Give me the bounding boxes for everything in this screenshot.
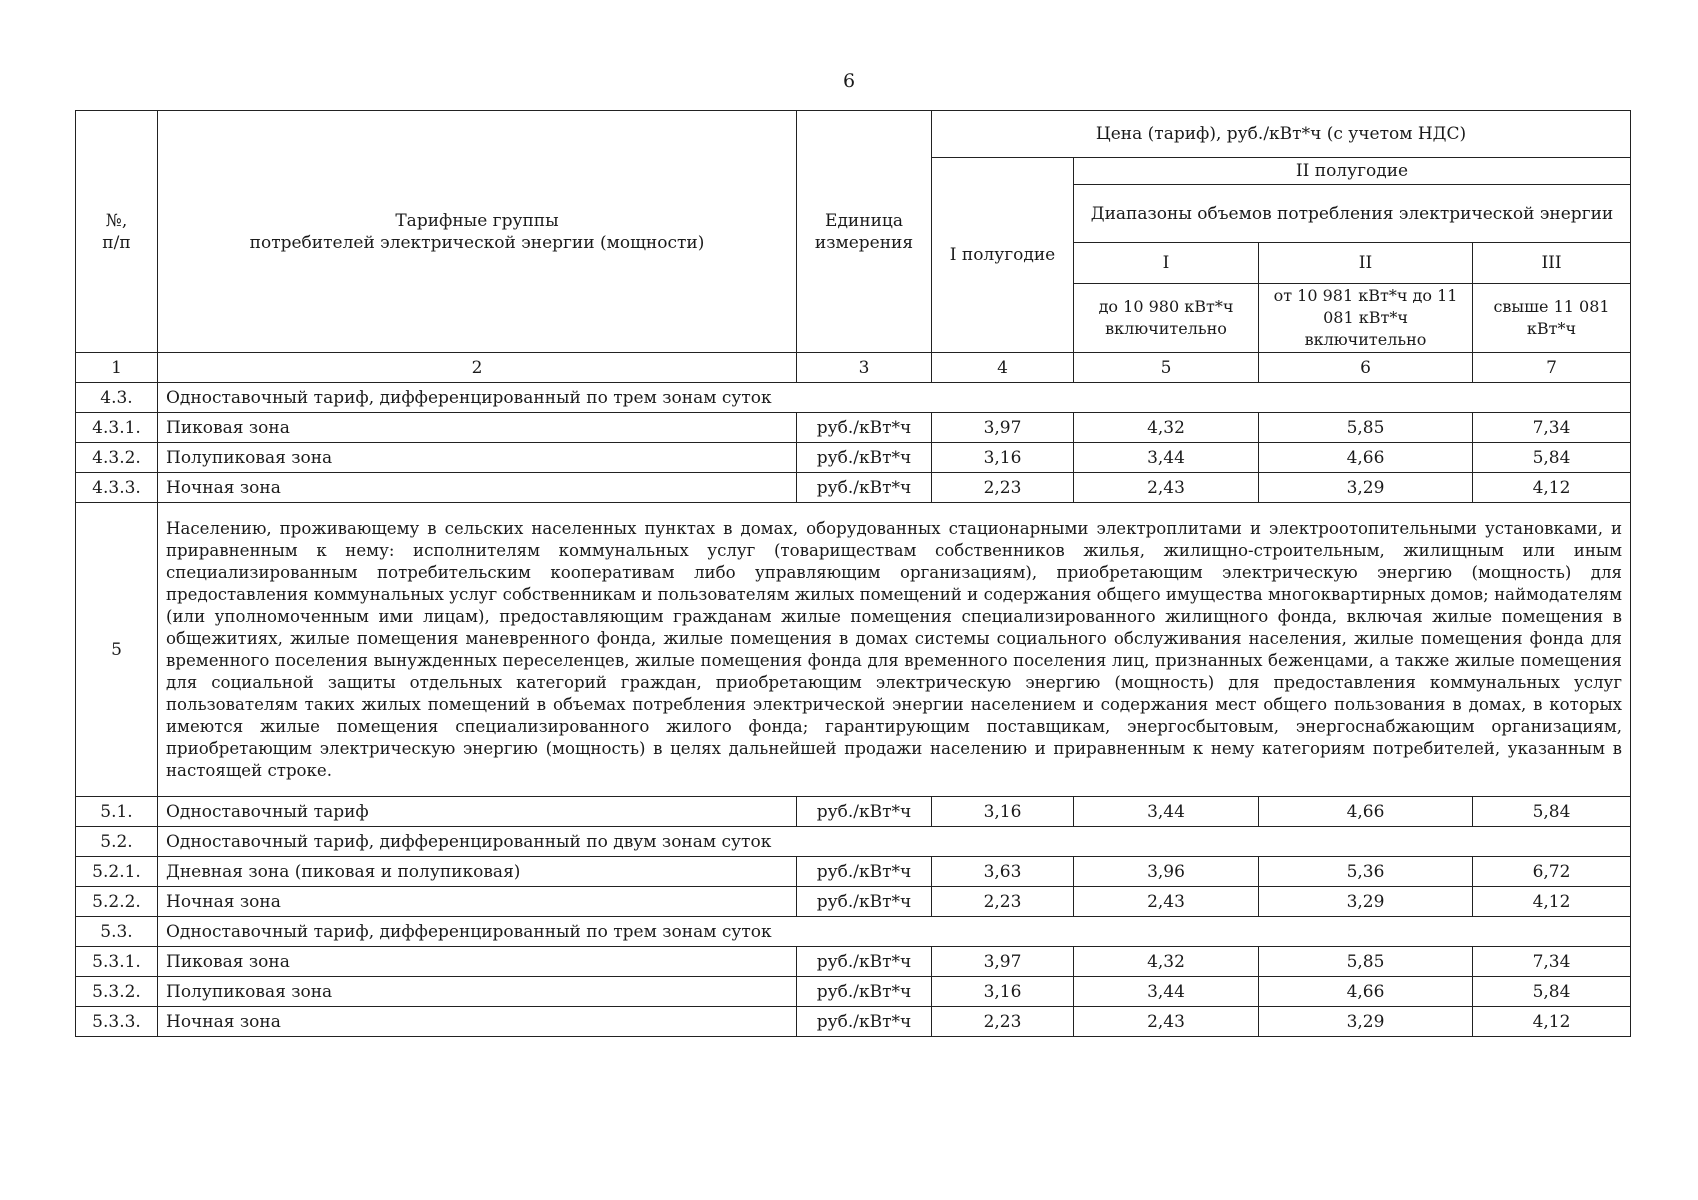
table-row	[76, 917, 1631, 947]
page-number: 6	[842, 70, 856, 92]
row-number: 5.3.2.	[76, 977, 158, 1007]
header-tariff-groups-line2: потребителей электрической энергии (мощности)	[249, 232, 705, 253]
header-range-i: I	[1074, 243, 1259, 284]
column-number: 2	[158, 353, 797, 383]
header-ranges: Диапазоны объемов потребления электрической энергии	[1074, 185, 1631, 243]
column-number: 4	[932, 353, 1074, 383]
table-row	[76, 413, 1631, 443]
row-value: 2,43	[1074, 1007, 1259, 1037]
row-value: 2,23	[932, 473, 1074, 503]
column-number: 1	[76, 353, 158, 383]
row-name: Пиковая зона	[158, 947, 797, 977]
row-number: 5.3.3.	[76, 1007, 158, 1037]
row-value: 2,43	[1074, 473, 1259, 503]
header-range-ii-desc: от 10 981 кВт*ч до 11 081 кВт*ч включительно	[1259, 284, 1473, 353]
row-value: 2,23	[932, 887, 1074, 917]
row-value: 3,16	[932, 797, 1074, 827]
row-number: 4.3.1.	[76, 413, 158, 443]
header-price: Цена (тариф), руб./кВт*ч (с учетом НДС)	[932, 111, 1631, 158]
row-name: Дневная зона (пиковая и полупиковая)	[158, 857, 797, 887]
row-value: 3,44	[1074, 977, 1259, 1007]
header-number: №, п/п	[76, 111, 158, 353]
row-unit: руб./кВт*ч	[797, 1007, 932, 1037]
table-row	[76, 947, 1631, 977]
row-value: 3,96	[1074, 857, 1259, 887]
row-value: 3,63	[932, 857, 1074, 887]
row-name: Ночная зона	[158, 887, 797, 917]
table-row	[76, 797, 1631, 827]
row-value: 3,16	[932, 977, 1074, 1007]
row-number: 4.3.	[76, 383, 158, 413]
row-value: 4,12	[1473, 473, 1631, 503]
row-unit: руб./кВт*ч	[797, 473, 932, 503]
row-value: 4,32	[1074, 413, 1259, 443]
header-unit-line1: Единица	[825, 210, 903, 231]
row-value: 2,43	[1074, 887, 1259, 917]
table-row	[76, 473, 1631, 503]
header-range-iii: III	[1473, 243, 1631, 284]
row-group-name: Одноставочный тариф, дифференцированный по трем зонам суток	[158, 383, 1631, 413]
row-unit: руб./кВт*ч	[797, 797, 932, 827]
row-group-name: Одноставочный тариф, дифференцированный по трем зонам суток	[158, 917, 1631, 947]
row-value: 3,29	[1259, 887, 1473, 917]
table-row	[76, 383, 1631, 413]
row-value: 7,34	[1473, 947, 1631, 977]
table-row	[76, 887, 1631, 917]
row-value: 4,12	[1473, 1007, 1631, 1037]
column-number: 7	[1473, 353, 1631, 383]
row-name: Полупиковая зона	[158, 443, 797, 473]
section-5-description: Населению, проживающему в сельских населенных пунктах в домах, оборудованных стационарными электроплитами и электроотопительными установками, и приравненным к нему: исполнителям коммунальных услуг (товариществам собственников жилья, жилищно-строительным, жилищным или иным специализированным потребительским кооперативам либо управляющим организациям), приобретающим электрическую энергию (мощность) для предоставления коммунальных услуг собственникам и пользователям жилых помещений и содержания общего имущества многоквартирных домов; наймодателям (или уполномоченным ими лицам), предоставляющим гражданам жилые помещения специализированного жилищного фонда, включая жилые помещения в общежитиях, жилые помещения маневренного фонда, жилые помещения в домах системы социального обслуживания населения, жилые помещения фонда для временного поселения вынужденных переселенцев, жилые помещения фонда для временного поселения лиц, признанных беженцами, а также жилые помещения для социальной защиты отдельных категорий граждан, приобретающим электрическую энергию (мощность) для предоставления коммунальных услуг пользователям таких жилых помещений в объемах потребления электрической энергии населением и содержания мест общего пользования в домах, в которых имеются жилые помещения специализированного жилого фонда; гарантирующим поставщикам, энергосбытовым, энергоснабжающим организациям, приобретающим электрическую энергию (мощность) в целях дальнейшей продажи населению и приравненным к нему категориям потребителей, указанным в настоящей строке.	[158, 503, 1631, 797]
row-value: 7,34	[1473, 413, 1631, 443]
rows-top	[76, 383, 1631, 503]
row-name: Полупиковая зона	[158, 977, 797, 1007]
row-unit: руб./кВт*ч	[797, 413, 932, 443]
header-unit	[797, 111, 932, 353]
row-name: Одноставочный тариф	[158, 797, 797, 827]
row-unit: руб./кВт*ч	[797, 443, 932, 473]
row-value: 5,84	[1473, 977, 1631, 1007]
row-value: 4,66	[1259, 797, 1473, 827]
tariff-table	[75, 110, 1631, 1037]
row-unit: руб./кВт*ч	[797, 947, 932, 977]
section-5-number: 5	[76, 503, 158, 797]
column-number: 3	[797, 353, 932, 383]
row-name: Ночная зона	[158, 473, 797, 503]
table-row	[76, 443, 1631, 473]
row-value: 2,23	[932, 1007, 1074, 1037]
row-number: 5.2.2.	[76, 887, 158, 917]
header-tariff-groups	[158, 111, 797, 353]
row-value: 4,32	[1074, 947, 1259, 977]
row-number: 5.3.	[76, 917, 158, 947]
row-value: 3,44	[1074, 443, 1259, 473]
column-number: 6	[1259, 353, 1473, 383]
row-number: 5.2.	[76, 827, 158, 857]
header-range-ii: II	[1259, 243, 1473, 284]
row-value: 4,66	[1259, 443, 1473, 473]
table-row	[76, 857, 1631, 887]
row-value: 5,36	[1259, 857, 1473, 887]
row-unit: руб./кВт*ч	[797, 887, 932, 917]
table-row	[76, 977, 1631, 1007]
row-value: 5,85	[1259, 947, 1473, 977]
row-value: 3,97	[932, 947, 1074, 977]
row-value: 3,16	[932, 443, 1074, 473]
column-numbers-row	[76, 353, 1631, 383]
header-half1: I полугодие	[932, 158, 1074, 353]
header-range-iii-desc: свыше 11 081 кВт*ч	[1473, 284, 1631, 353]
row-number: 5.2.1.	[76, 857, 158, 887]
header-unit-line2: измерения	[814, 232, 914, 253]
row-number: 4.3.2.	[76, 443, 158, 473]
section-5	[76, 503, 1631, 797]
column-number: 5	[1074, 353, 1259, 383]
table-row	[76, 1007, 1631, 1037]
row-group-name: Одноставочный тариф, дифференцированный по двум зонам суток	[158, 827, 1631, 857]
row-value: 4,66	[1259, 977, 1473, 1007]
row-number: 4.3.3.	[76, 473, 158, 503]
row-value: 3,29	[1259, 473, 1473, 503]
table-row	[76, 827, 1631, 857]
row-unit: руб./кВт*ч	[797, 857, 932, 887]
row-value: 4,12	[1473, 887, 1631, 917]
header-range-i-desc: до 10 980 кВт*ч включительно	[1074, 284, 1259, 353]
row-value: 3,97	[932, 413, 1074, 443]
row-number: 5.3.1.	[76, 947, 158, 977]
row-unit: руб./кВт*ч	[797, 977, 932, 1007]
row-value: 5,84	[1473, 443, 1631, 473]
header-half2: II полугодие	[1074, 158, 1631, 185]
row-value: 3,29	[1259, 1007, 1473, 1037]
row-name: Пиковая зона	[158, 413, 797, 443]
row-value: 3,44	[1074, 797, 1259, 827]
row-number: 5.1.	[76, 797, 158, 827]
row-value: 5,84	[1473, 797, 1631, 827]
header-tariff-groups-line1: Тарифные группы	[395, 210, 559, 231]
rows-bottom	[76, 797, 1631, 1037]
row-value: 5,85	[1259, 413, 1473, 443]
row-name: Ночная зона	[158, 1007, 797, 1037]
row-value: 6,72	[1473, 857, 1631, 887]
